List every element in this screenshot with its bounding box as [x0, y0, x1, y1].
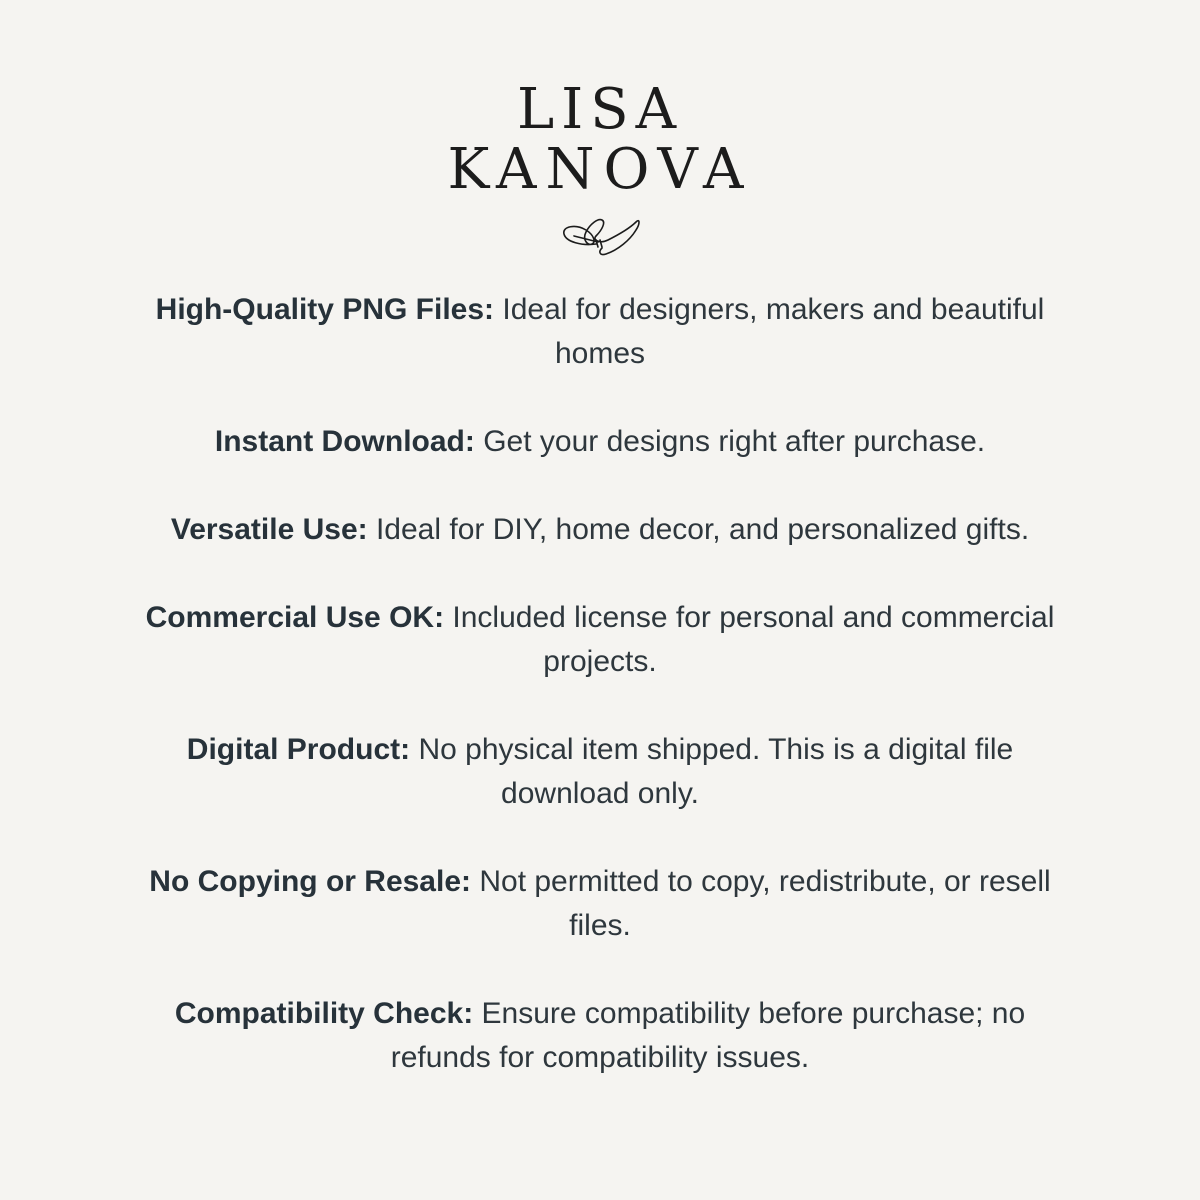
feature-item [140, 860, 1060, 948]
feature-label: No Copying or Resale: [149, 865, 472, 898]
feature-text: Get your designs right after purchase. [474, 425, 986, 458]
feature-label: Commercial Use OK: [145, 601, 445, 634]
brand-name-last: KANOVA [447, 137, 753, 202]
flourish-icon [552, 210, 648, 262]
feature-item [140, 420, 1060, 464]
feature-label: High-Quality PNG Files: [155, 293, 495, 326]
feature-text: Ideal for DIY, home decor, and personalized gifts. [367, 513, 1030, 546]
feature-text: Ensure compatibility before purchase; no refunds for compatibility issues. [390, 997, 1026, 1074]
feature-item [140, 596, 1060, 684]
feature-item [140, 508, 1060, 552]
feature-text: Ideal for designers, makers and beautiful homes [494, 293, 1045, 370]
brand-logo [0, 77, 1200, 262]
feature-text: Included license for personal and commercial projects. [444, 601, 1055, 678]
feature-label: Versatile Use: [170, 513, 368, 546]
feature-text: Not permitted to copy, redistribute, or resell files. [471, 865, 1051, 942]
feature-item [140, 728, 1060, 816]
feature-list [140, 288, 1060, 1124]
feature-text: No physical item shipped. This is a digital file download only. [410, 733, 1014, 810]
brand-name-first: LISA [516, 77, 684, 142]
feature-label: Instant Download: [214, 425, 475, 458]
feature-label: Digital Product: [186, 733, 411, 766]
feature-item [140, 288, 1060, 376]
feature-item [140, 992, 1060, 1080]
feature-label: Compatibility Check: [174, 997, 474, 1030]
